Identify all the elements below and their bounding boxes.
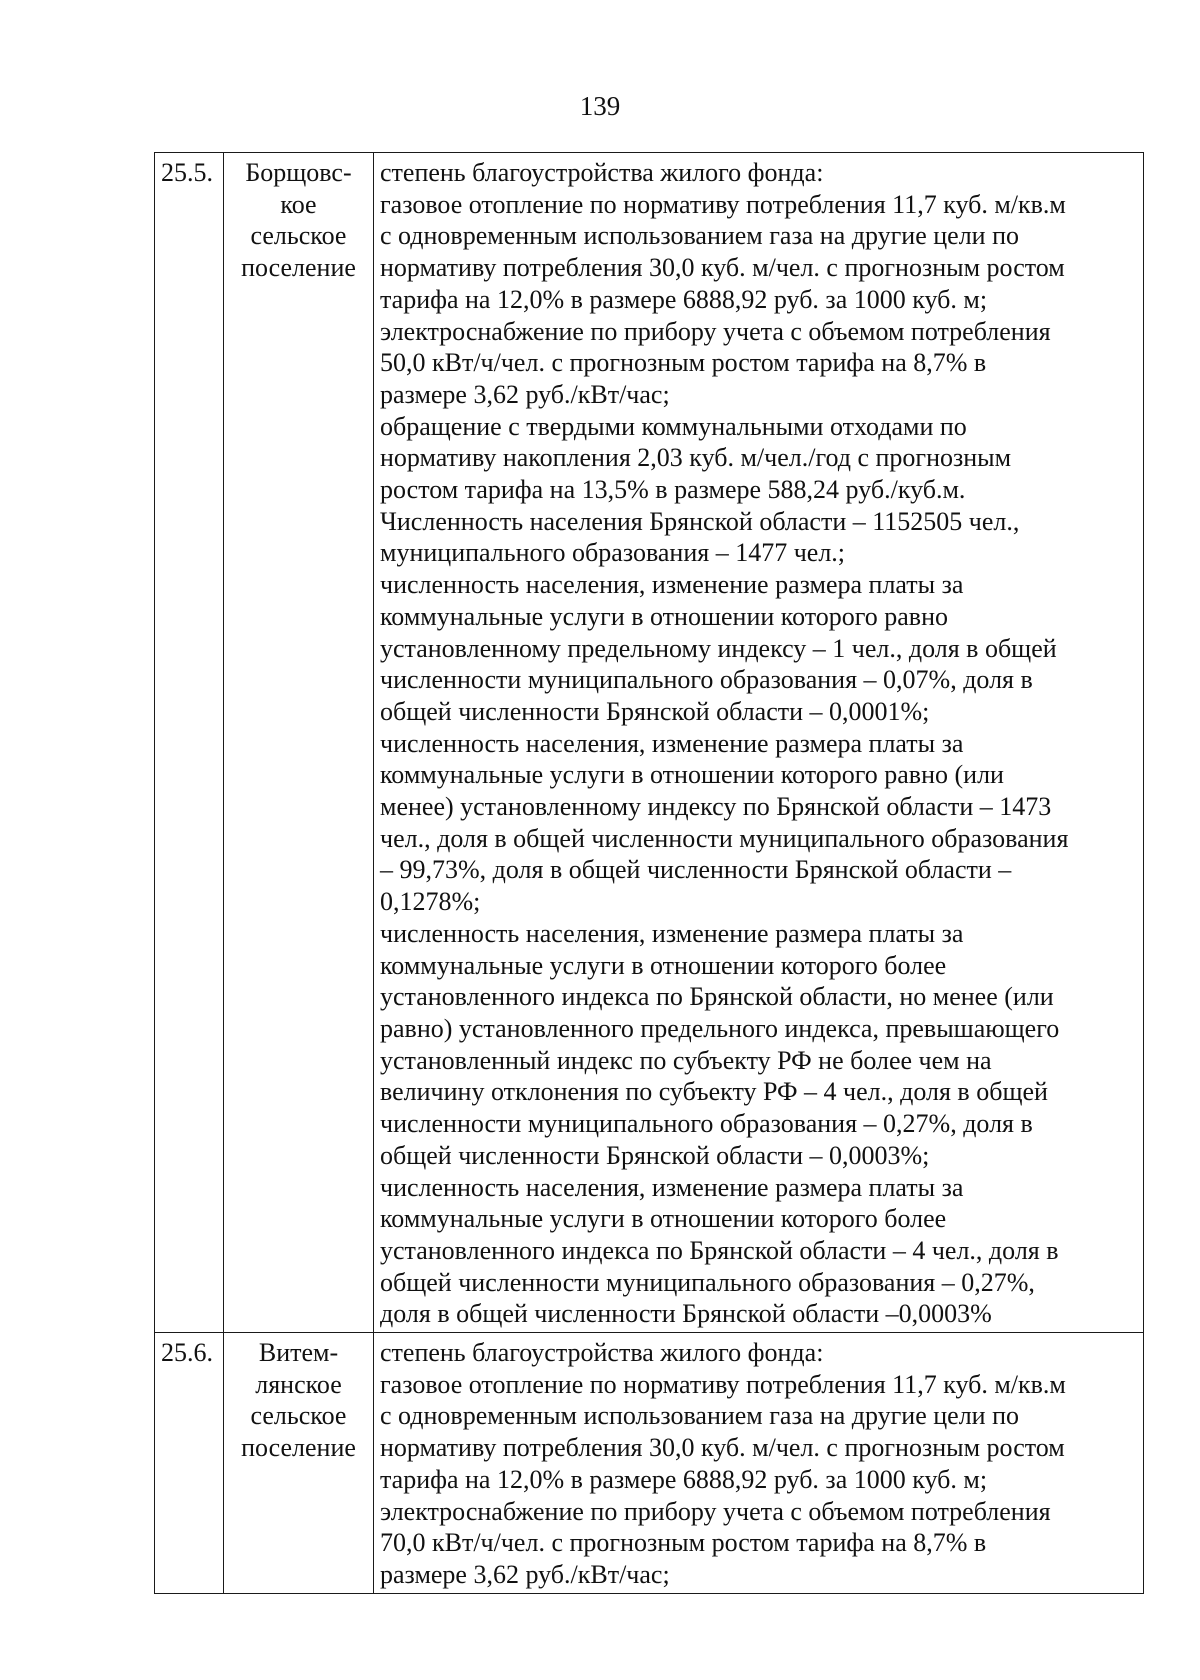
description-line: электроснабжение по прибору учета с объемом потребления xyxy=(380,316,1051,346)
description-line: нормативу накопления 2,03 куб. м/чел./год с прогнозным xyxy=(380,443,1012,473)
description-line: 70,0 кВт/ч/чел. с прогнозным ростом тарифа на 8,7% в xyxy=(380,1528,987,1558)
description-line: нормативу потребления 30,0 куб. м/чел. с прогнозным ростом xyxy=(380,1433,1065,1463)
description-line: степень благоустройства жилого фонда: xyxy=(380,158,824,187)
description-line: коммунальные услуги в отношении которого более xyxy=(380,1204,947,1234)
description-line: общей численности Брянской области – 0,0001%; xyxy=(380,696,930,726)
description-line: – 99,73%, доля в общей численности Брянской области – xyxy=(380,855,1012,885)
description-line: коммунальные услуги в отношении которого равно (или xyxy=(380,760,1004,790)
description-line: установленному предельному индексу – 1 чел., доля в общей xyxy=(380,633,1057,663)
description-line: доля в общей численности Брянской области –0,0003% xyxy=(380,1299,992,1329)
description-line: численности муниципального образования – 0,27%, доля в xyxy=(380,1109,1033,1139)
table-body xyxy=(155,153,1144,1594)
settlement-name-line: Витем- xyxy=(258,1338,339,1368)
settlement-name-cell xyxy=(224,1333,374,1594)
description-line: численности муниципального образования – 0,07%, доля в xyxy=(380,665,1033,695)
description-cell xyxy=(374,1333,1144,1594)
settlement-name-line: Борщовс- xyxy=(245,158,352,187)
description-line: тарифа на 12,0% в размере 6888,92 руб. за 1000 куб. м; xyxy=(380,1464,988,1494)
description-line: равно) установленного предельного индекса, превышающего xyxy=(380,1013,1060,1043)
description-line: численность населения, изменение размера платы за xyxy=(380,728,964,758)
description-line: коммунальные услуги в отношении которого более xyxy=(380,950,947,980)
settlement-name-line: поселение xyxy=(241,1433,356,1463)
description-cell xyxy=(374,153,1144,1333)
description-line: газовое отопление по нормативу потребления 11,7 куб. м/кв.м xyxy=(380,189,1066,219)
description-line: численность населения, изменение размера платы за xyxy=(380,1172,964,1202)
description-line: 50,0 кВт/ч/чел. с прогнозным ростом тарифа на 8,7% в xyxy=(380,348,987,378)
description-line: размере 3,62 руб./кВт/час; xyxy=(380,1559,670,1589)
table-row xyxy=(155,1333,1144,1594)
table-row xyxy=(155,153,1144,1333)
description-line: нормативу потребления 30,0 куб. м/чел. с прогнозным ростом xyxy=(380,253,1065,283)
description-line: размере 3,62 руб./кВт/час; xyxy=(380,379,670,409)
description-line: Численность населения Брянской области – 1152505 чел., xyxy=(380,506,1020,536)
description-line: с одновременным использованием газа на другие цели по xyxy=(380,1401,1019,1431)
description-line: обращение с твердыми коммунальными отходами по xyxy=(380,411,967,441)
row-number-cell xyxy=(155,1333,224,1594)
description-line: электроснабжение по прибору учета с объемом потребления xyxy=(380,1496,1051,1526)
description-line: численность населения, изменение размера платы за xyxy=(380,570,964,600)
description-line: степень благоустройства жилого фонда: xyxy=(380,1338,824,1368)
row-number: 25.5. xyxy=(161,158,213,187)
document-table xyxy=(154,152,1144,1594)
description-line: установленного индекса по Брянской области – 4 чел., доля в xyxy=(380,1235,1059,1265)
description-line: установленный индекс по субъекту РФ не более чем на xyxy=(380,1045,992,1075)
page-number: 139 xyxy=(579,91,621,121)
settlement-name-line: лянское xyxy=(255,1369,342,1399)
description-line: муниципального образования – 1477 чел.; xyxy=(380,538,846,568)
description-line: ростом тарифа на 13,5% в размере 588,24 руб./куб.м. xyxy=(380,475,966,505)
settlement-name-line: кое xyxy=(280,189,317,219)
description-line: установленного индекса по Брянской области, но менее (или xyxy=(380,982,1054,1012)
description-line: с одновременным использованием газа на другие цели по xyxy=(380,221,1019,251)
description-line: менее) установленному индексу по Брянской области – 1473 xyxy=(380,792,1052,822)
description-line: газовое отопление по нормативу потребления 11,7 куб. м/кв.м xyxy=(380,1369,1066,1399)
row-number: 25.6. xyxy=(161,1338,213,1368)
description-line: численность населения, изменение размера платы за xyxy=(380,918,964,948)
row-number-cell xyxy=(155,153,224,1333)
description-line: величину отклонения по субъекту РФ – 4 чел., доля в общей xyxy=(380,1077,1048,1107)
description-line: общей численности Брянской области – 0,0003%; xyxy=(380,1140,930,1170)
settlement-name-cell xyxy=(224,153,374,1333)
description-line: 0,1278%; xyxy=(380,887,481,917)
description-line: общей численности муниципального образования – 0,27%, xyxy=(380,1267,1035,1297)
description-line: коммунальные услуги в отношении которого равно xyxy=(380,601,949,631)
settlement-name-line: поселение xyxy=(241,253,356,283)
settlement-name-line: сельское xyxy=(250,221,347,251)
description-line: чел., доля в общей численности муниципального образования xyxy=(380,823,1069,853)
description-line: тарифа на 12,0% в размере 6888,92 руб. за 1000 куб. м; xyxy=(380,284,988,314)
settlement-name-line: сельское xyxy=(250,1401,347,1431)
